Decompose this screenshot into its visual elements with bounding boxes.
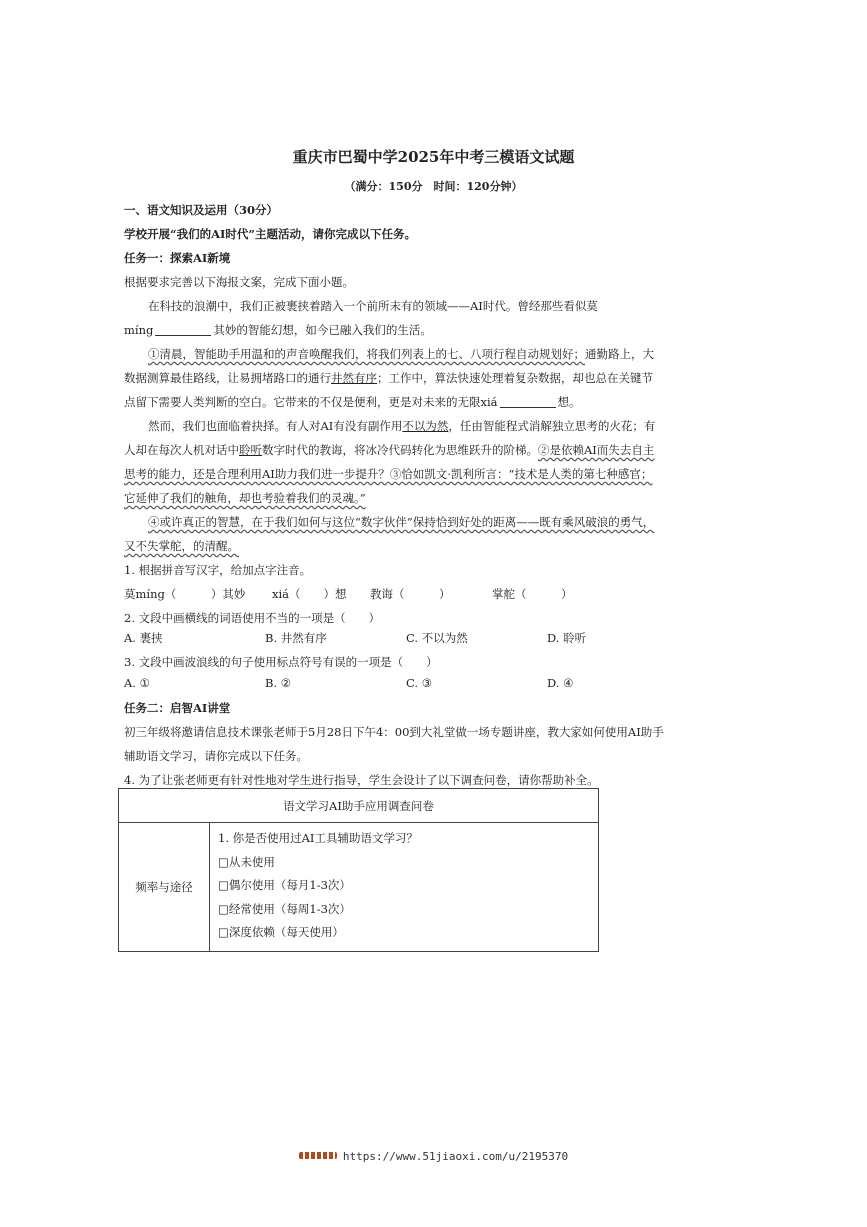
- task2-heading: 任务二：启智AI讲堂: [124, 701, 231, 715]
- passage-line: 点留下需要人类判断的空白。它带来的不仅是便利，更是对未来的无限xiá 想。: [124, 395, 581, 409]
- passage-line: [148, 514, 654, 530]
- exam-title: 重庆市巴蜀中学2025年中考三模语文试题: [292, 148, 575, 166]
- passage-line: 然而，我们也面临着抉择。有人对AI有没有副作用不以为然，任由智能程式消解独立思考的火花；有: [148, 419, 656, 433]
- underlined-word: 聆听: [239, 443, 262, 457]
- task1-heading: 任务一：探索AI新境: [124, 251, 231, 265]
- passage-line: 人却在每次人机对话中聆听数字时代的教诲，将冰冷代码转化为思维跃升的阶梯。②是依赖AI而失去自主: [124, 443, 655, 457]
- passage-line: 又不失掌舵，的清醒。: [124, 539, 239, 553]
- question-3-stem: 3. 文段中画波浪线的句子使用标点符号有误的一项是（ ）: [124, 655, 438, 669]
- question-2-stem: 2. 文段中画横线的词语使用不当的一项是（ ）: [124, 611, 381, 625]
- q3-option-c[interactable]: C. ③: [406, 676, 433, 690]
- question-1-stem: 1. 根据拼音写汉字，给加点字注音。: [124, 563, 312, 577]
- q1-item-xia[interactable]: xiá（ ）想: [272, 587, 347, 601]
- q1-item-ming[interactable]: 莫míng（ ）其妙: [124, 587, 246, 601]
- survey-choice[interactable]: □经常使用（每周1-3次）: [218, 901, 351, 916]
- survey-choice[interactable]: □从未使用: [218, 854, 275, 869]
- survey-question-cell: [210, 823, 599, 952]
- passage-line: 思考的能力，还是合理利用AI助力我们进一步提升？③恰如凯文·凯利所言：“技术是人类的第七种感官；: [124, 467, 653, 481]
- survey-category: 频率与途径: [119, 823, 210, 952]
- footer: [0, 1150, 867, 1163]
- passage-line: 在科技的浪潮中，我们正被裹挟着踏入一个前所未有的领域——AI时代。曾经那些看似莫: [148, 299, 598, 313]
- survey-choice[interactable]: □偶尔使用（每月1-3次）: [218, 878, 351, 892]
- section-heading: 一、语文知识及运用（30分）: [124, 203, 279, 217]
- task1-instruction: 根据要求完善以下海报文案，完成下面小题。: [124, 275, 354, 289]
- task2-paragraph: 辅助语文学习，请你完成以下任务。: [124, 749, 308, 763]
- underlined-word: 不以为然: [402, 419, 449, 433]
- q3-option-b[interactable]: B. ②: [265, 676, 292, 690]
- site-logo-icon: [299, 1152, 337, 1159]
- wavy-sentence-3: ③恰如凯文·凯利所言：“技术是人类的第七种感官；: [389, 467, 653, 481]
- survey-question: 1. 你是否使用过AI工具辅助语文学习？: [218, 831, 418, 845]
- survey-choice[interactable]: □深度依赖（每天使用）: [218, 925, 344, 939]
- q3-option-a[interactable]: A. ①: [124, 676, 150, 690]
- passage-line: 它延伸了我们的触角，却也考验着我们的灵魂。”: [124, 491, 366, 505]
- q1-item-zhangduo[interactable]: 掌舵（ ）: [492, 587, 573, 601]
- wavy-sentence-1: ①清晨，智能助手用温和的声音唤醒我们，将我们列表上的七、八项行程自动规划好；: [148, 347, 585, 361]
- wavy-sentence-2: ②是依赖AI而失去自主: [538, 443, 655, 457]
- underlined-word: 井然有序: [331, 371, 377, 385]
- q2-option-d[interactable]: D. 聆听: [547, 631, 587, 645]
- answer-blank[interactable]: [155, 323, 211, 336]
- passage-line: 数据测算最佳路线，让易拥堵路口的通行井然有序；工作中，算法快速处理着复杂数据，却也总在关键节: [124, 371, 653, 385]
- q2-option-c[interactable]: C. 不以为然: [406, 631, 468, 645]
- exam-subtitle: （满分：150分 时间：120分钟）: [344, 180, 523, 193]
- passage-line: míng 其妙的智能幻想，如今已融入我们的生活。: [124, 323, 432, 337]
- activity-intro: 学校开展“我们的AI时代”主题活动，请你完成以下任务。: [124, 227, 417, 241]
- q2-option-a[interactable]: A. 裹挟: [124, 631, 163, 645]
- q3-option-d[interactable]: D. ④: [547, 676, 574, 690]
- footer-url[interactable]: https://www.51jiaoxi.com/u/2195370: [342, 1150, 569, 1163]
- passage-line: ①清晨，智能助手用温和的声音唤醒我们，将我们列表上的七、八项行程自动规划好；通勤路上，大: [148, 347, 654, 361]
- question-4-stem: 4. 为了让张老师更有针对性地对学生进行指导，学生会设计了以下调查问卷，请你帮助补全。: [124, 773, 599, 787]
- survey-title: 语文学习AI助手应用调查问卷: [119, 789, 599, 823]
- survey-table: [118, 788, 599, 952]
- wavy-sentence-4: ④或许真正的智慧，在于我们如何与这位“数字伙伴”保持恰到好处的距离——既有乘风破浪的勇气，: [148, 515, 655, 529]
- q2-option-b[interactable]: B. 井然有序: [265, 631, 327, 645]
- answer-blank[interactable]: [500, 395, 556, 408]
- pinyin-ming: míng: [124, 323, 154, 337]
- task2-paragraph: 初三年级将邀请信息技术课张老师于5月28日下午4：00到大礼堂做一场专题讲座，教大家如何使用AI助手: [124, 725, 664, 739]
- q1-item-jiaohui[interactable]: 教诲（ ）: [370, 587, 451, 601]
